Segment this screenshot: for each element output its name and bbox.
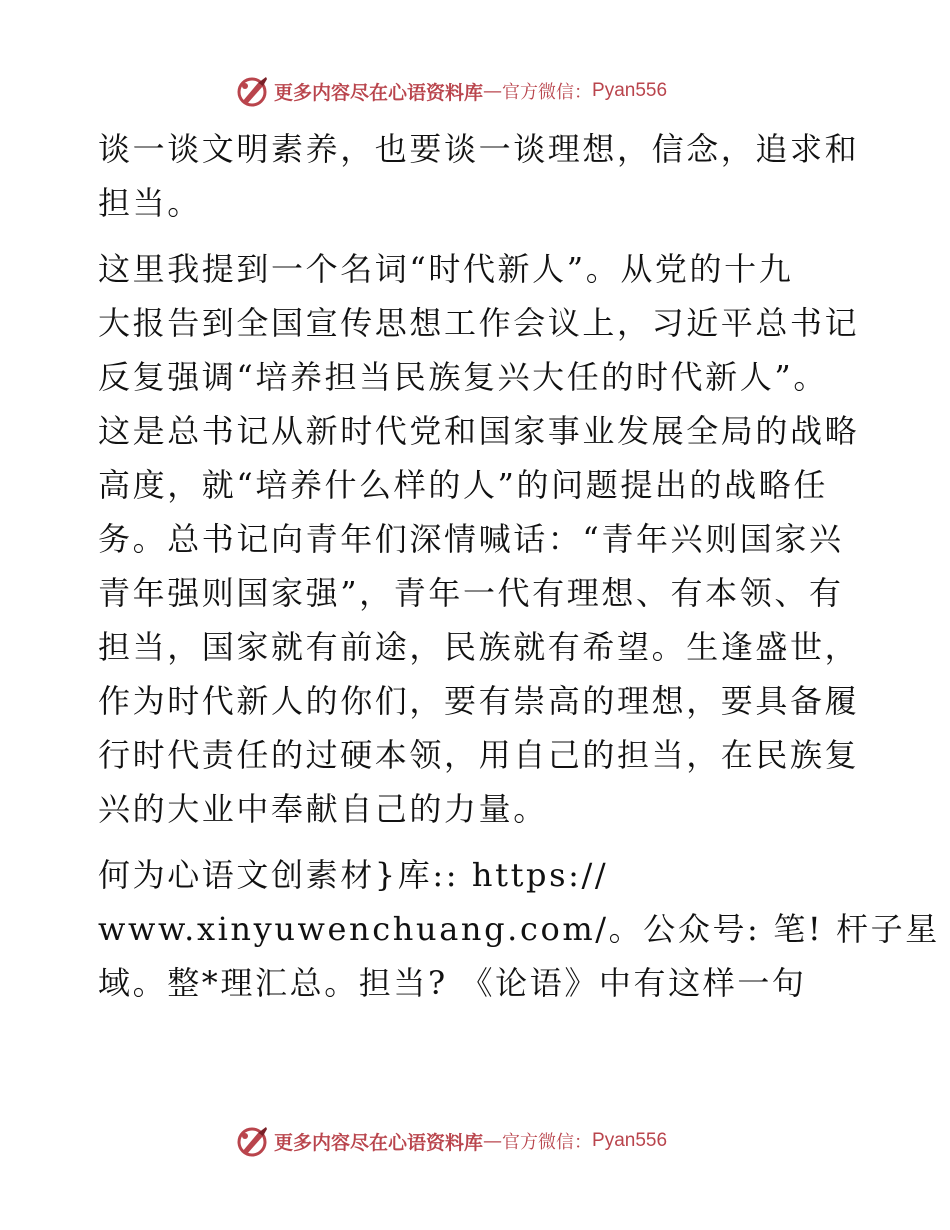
text-line: 兴的大业中奉献自己的力量。 (98, 790, 548, 828)
pen-logo-icon (236, 74, 270, 108)
watermark-dash: — (483, 80, 503, 102)
text-line: 高度，就“培养什么样的人”的问题提出的战略任 (98, 466, 828, 504)
text-line: 青年强则国家强”，青年一代有理想、有本领、有 (98, 574, 844, 612)
text-line: 何为心语文创素材}库:: https:// (98, 856, 609, 894)
paragraph-2 (98, 242, 858, 836)
text-line: 谈一谈文明素养，也要谈一谈理想，信念，追求和 (98, 130, 860, 168)
pen-logo-icon (236, 1124, 270, 1158)
watermark-main-text: 更多内容尽在心语资料库 (274, 1131, 484, 1154)
watermark-main-text: 更多内容尽在心语资料库 (274, 81, 484, 104)
document-body (98, 122, 940, 1022)
footer-watermark (236, 1124, 667, 1158)
watermark-wechat-id: Pyan556 (592, 1130, 668, 1151)
watermark-dash: — (483, 1130, 503, 1152)
text-line: 大报告到全国宣传思想工作会议上，习近平总书记 (98, 304, 860, 342)
paragraph-1 (98, 122, 858, 230)
text-line: www.xinyuwenchuang.com/。公众号: 笔! 杆子星 (98, 910, 940, 948)
text-line: 担当。 (98, 184, 202, 222)
text-line: 务。总书记向青年们深情喊话：“青年兴则国家兴 (98, 520, 844, 558)
text-line: 这是总书记从新时代党和国家事业发展全局的战略 (98, 412, 860, 450)
text-line: 域。整*理汇总。担当? 《论语》中有这样一句 (98, 964, 807, 1002)
text-line: 反复强调“培养担当民族复兴大任的时代新人”。 (98, 358, 828, 396)
watermark-wechat-id: Pyan556 (592, 80, 668, 101)
header-watermark (236, 74, 667, 108)
text-line: 作为时代新人的你们，要有崇高的理想，要具备履 (98, 682, 860, 720)
text-line: 行时代责任的过硬本领，用自己的担当，在民族复 (98, 736, 860, 774)
paragraph-3 (98, 848, 940, 1010)
text-line: 担当，国家就有前途，民族就有希望。生逢盛世， (98, 628, 860, 666)
text-line: 这里我提到一个名词“时代新人”。从党的十九 (98, 250, 794, 288)
watermark-wechat-label: 官方微信： (502, 82, 593, 103)
watermark-wechat-label: 官方微信： (502, 1132, 593, 1153)
